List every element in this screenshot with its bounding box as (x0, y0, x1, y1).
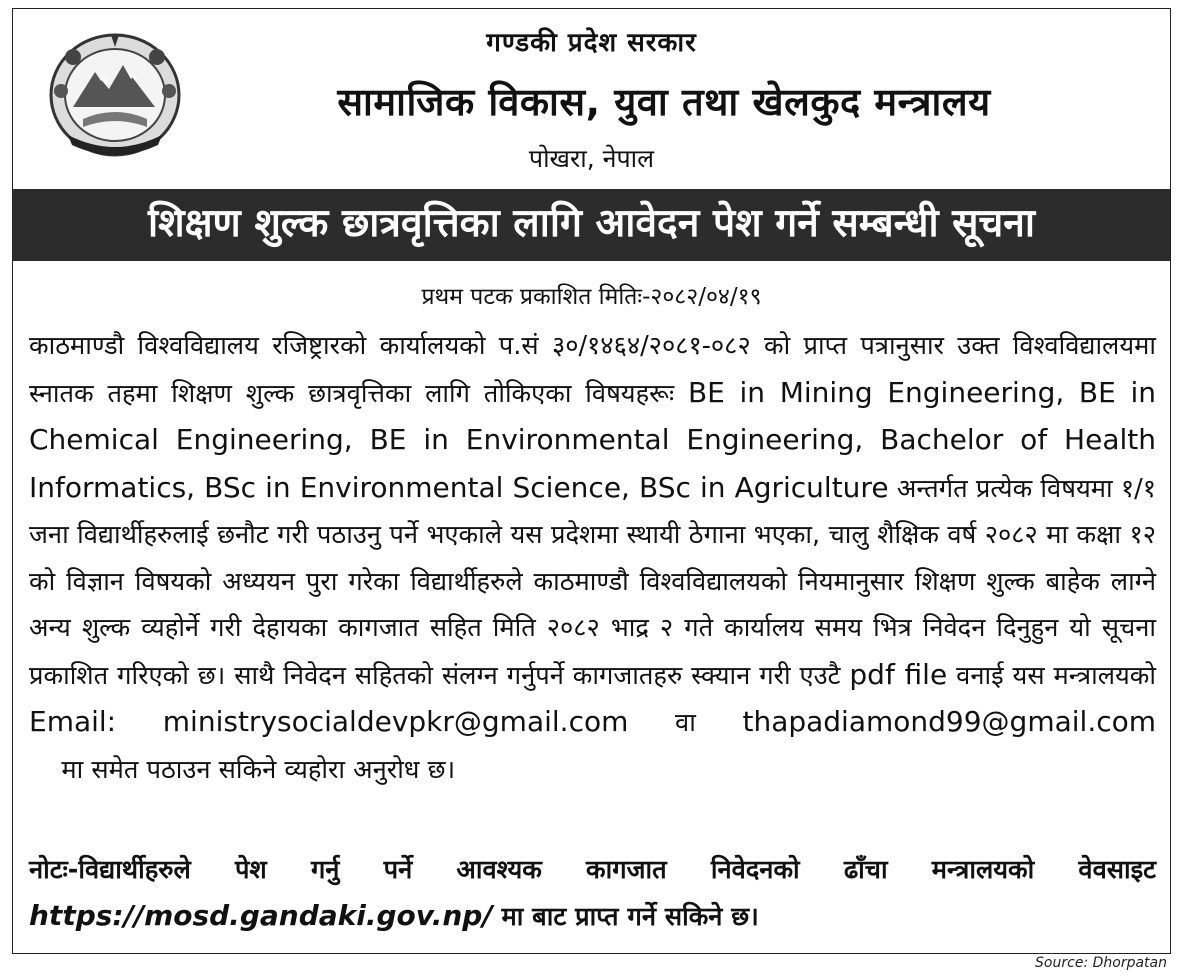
pdf-file-text: pdf file (849, 657, 948, 691)
body-intro: काठमाण्डौ विश्वविद्यालय रजिष्ट्रारको कार्यालयको प.सं ३०/१४६४/२०८१-०८२ को प्राप्त पत्रानुसार उक्त विश्वविद्यालयमा स्नातक तहमा शिक्षण शुल्क छात्रवृत्तिका लागि तोकिएका विषयहरूः (29, 331, 1156, 409)
notice-frame (12, 8, 1171, 954)
website-link[interactable]: https://mosd.gandaki.gov.np/ (29, 899, 493, 932)
body-or-text: वा (628, 708, 743, 738)
source-credit: Source: Dhorpatan (1035, 955, 1167, 971)
notice-header (13, 9, 1170, 189)
body-instructions: अन्तर्गत प्रत्येक विषयमा १/१ जना विद्यार्थीहरुलाई छनौट गरी पठाउनु पर्ने भएकाले यस प्रदेशमा स्थायी ठेगाना भएका, चालु शैक्षिक वर्ष २०८२ मा कक्षा १२ को विज्ञान विषयको अध्ययन पुरा गरेका विद्यार्थीहरुले काठमाण्डौ विश्वविद्यालयको नियमानुसार शिक्षण शुल्क बाहेक लाग्ने अन्य शुल्क व्यहोर्ने गरी देहायका कागजात सहित मिति २०८२ भाद्र २ गते कार्यालय समय भित्र निवेदन दिनुहुन यो सूचना प्रकाशित गरिएको छ। साथै निवेदन सहितको संलग्न गर्नुपर्ने कागजातहरु स्क्यान गरी एउटै (29, 473, 1156, 691)
program-list: BE in Mining Engineering, BE in Chemical Engineering, BE in Environmental Engineering, Bachelor of Health Informatics, BSc in Environmental Science, BSc in Agriculture (29, 375, 1156, 504)
note-end: मा बाट प्राप्त गर्ने सकिने छ। (492, 902, 759, 932)
note-text: नोटः-विद्यार्थीहरुले पेश गर्नु पर्ने आवश्यक कागजात निवेदनको ढाँचा मन्त्रालयको वेवसाइट (29, 855, 1156, 885)
notice-title: शिक्षण शुल्क छात्रवृत्तिका लागि आवेदन पेश गर्ने सम्बन्धी सूचना (13, 189, 1170, 261)
body-send-text: वनाई यस मन्त्रालयको (947, 660, 1156, 691)
ministry-location: पोखरा, नेपाल (528, 144, 655, 173)
email-link-ministry[interactable]: ministrysocialdevpkr@gmail.com (162, 705, 629, 738)
notice-note (29, 847, 1156, 940)
email-link-thapa[interactable]: thapadiamond99@gmail.com (742, 705, 1157, 738)
government-name: गण्डकी प्रदेश सरकार (486, 28, 697, 58)
ministry-name: सामाजिक विकास, युवा तथा खेलकुद मन्त्रालय (337, 80, 991, 124)
email-label: Email: (29, 705, 117, 738)
notice-body (29, 323, 1156, 793)
publication-date: प्रथम पटक प्रकाशित मितिः-२०८२/०४/१९ (421, 284, 762, 310)
body-closing: मा समेत पठाउन सकिने व्यहोरा अनुरोध छ। (29, 754, 456, 785)
